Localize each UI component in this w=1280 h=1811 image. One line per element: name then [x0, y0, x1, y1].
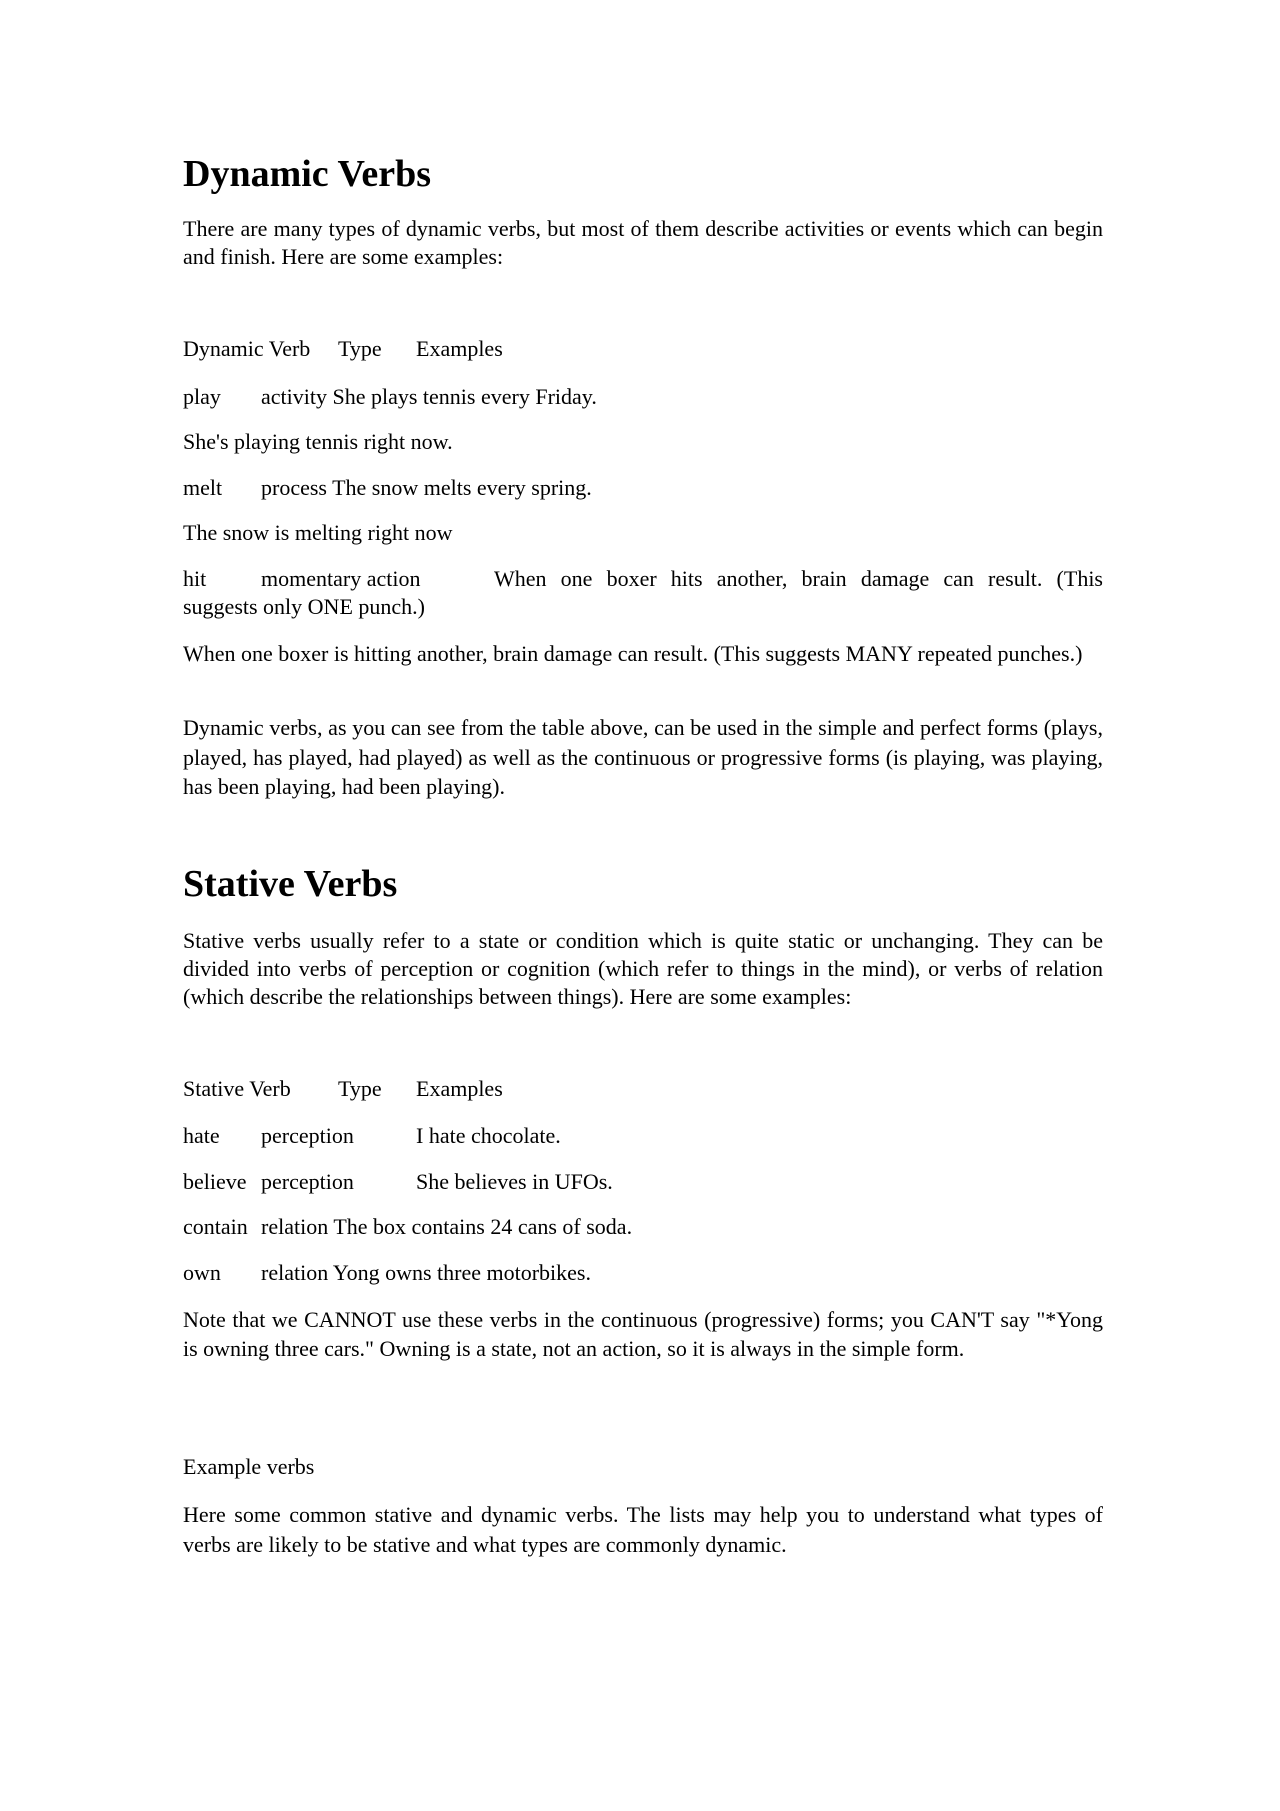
row-verb: believe [183, 1169, 247, 1194]
row-type: perception [261, 1123, 354, 1148]
stative-note-paragraph: Note that we CANNOT use these verbs in the continuous (progressive) forms; you CAN'T say "*Yong is owning three cars." Owning is a state, not an action, so it is always in the simple form. [183, 1307, 1103, 1361]
row-type: perception [261, 1169, 354, 1194]
stative-row-contain [183, 1213, 632, 1241]
row-verb: contain [183, 1214, 248, 1239]
dynamic-row-melt-continued: The snow is melting right now [183, 520, 453, 545]
stative-row-own [183, 1259, 591, 1287]
stative-table-header [183, 1075, 503, 1103]
header-type: Type [338, 336, 382, 361]
dynamic-summary-paragraph: Dynamic verbs, as you can see from the table above, can be used in the simple and perfect forms (plays, played, has played, had played) as well as the continuous or progressive forms (is playing, was playing, has been playing, had been playing). [183, 715, 1103, 799]
header-verb: Dynamic Verb [183, 336, 311, 361]
stative-verbs-heading: Stative Verbs [183, 863, 398, 905]
row-type: momentary action [261, 566, 421, 591]
row-example: The box contains 24 cans of soda. [333, 1214, 633, 1239]
dynamic-row-hit [183, 565, 1103, 621]
row-type: relation [261, 1260, 329, 1285]
dynamic-table-header [183, 335, 503, 363]
header-type: Type [338, 1076, 382, 1101]
stative-intro-paragraph: Stative verbs usually refer to a state or condition which is quite static or unchanging. They can be divided into verbs of perception or cognition (which refer to things in the mind), or verbs of relation (which describe the relationships between things). Here are some examples: [183, 928, 1103, 1009]
row-example: When one boxer hits another, brain damage can result. (This suggests only ONE punch.) [183, 566, 1103, 619]
header-examples: Examples [416, 1076, 503, 1101]
dynamic-row-play-continued: She's playing tennis right now. [183, 429, 453, 454]
stative-row-hate [183, 1122, 561, 1150]
row-type: activity [261, 384, 327, 409]
dynamic-row-melt [183, 474, 592, 502]
row-example: She plays tennis every Friday. [332, 384, 597, 409]
dynamic-row-hit-continued: When one boxer is hitting another, brain damage can result. (This suggests MANY repeated punches.) [183, 641, 1083, 666]
header-examples: Examples [416, 336, 503, 361]
row-verb: hit [183, 566, 207, 591]
dynamic-row-play [183, 383, 597, 411]
example-verbs-label: Example verbs [183, 1454, 315, 1479]
example-verbs-paragraph: Here some common stative and dynamic verbs. The lists may help you to understand what types of verbs are likely to be stative and what types are commonly dynamic. [183, 1502, 1103, 1557]
row-verb: melt [183, 475, 223, 500]
row-example: She believes in UFOs. [416, 1169, 613, 1194]
row-verb: own [183, 1260, 221, 1285]
row-type: process [261, 475, 327, 500]
stative-row-believe [183, 1168, 613, 1196]
header-verb: Stative Verb [183, 1076, 291, 1101]
row-example: Yong owns three motorbikes. [332, 1260, 591, 1285]
row-example: I hate chocolate. [416, 1123, 561, 1148]
row-verb: play [183, 384, 221, 409]
row-verb: hate [183, 1123, 220, 1148]
row-example: The snow melts every spring. [332, 475, 592, 500]
row-type: relation [261, 1214, 329, 1239]
dynamic-intro-paragraph: There are many types of dynamic verbs, but most of them describe activities or events which can begin and finish. Here are some examples: [183, 216, 1103, 269]
dynamic-verbs-heading: Dynamic Verbs [183, 153, 432, 195]
